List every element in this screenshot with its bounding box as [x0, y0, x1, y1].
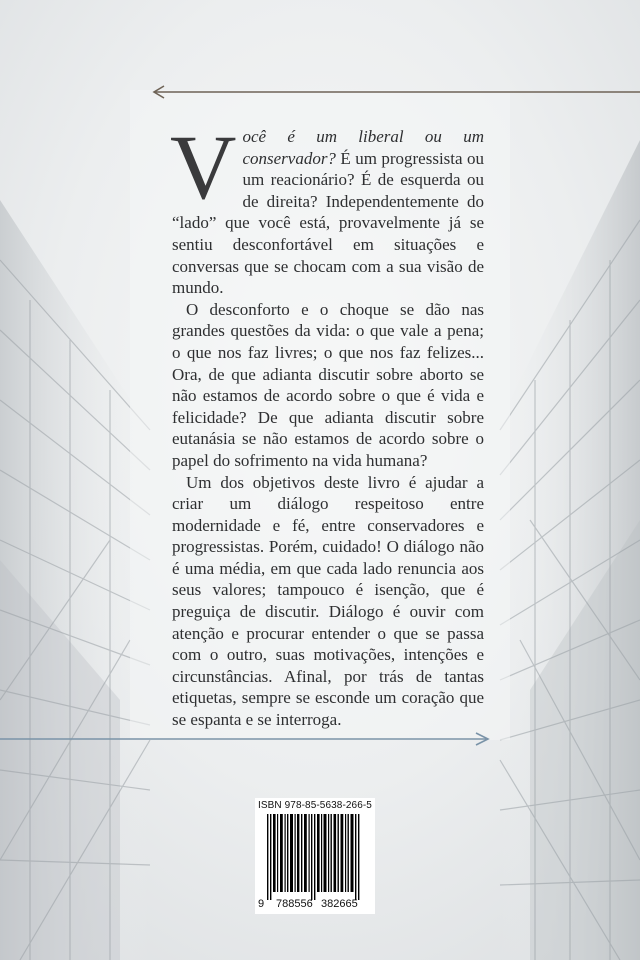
- barcode-right-digits: 382665: [321, 898, 358, 910]
- top-left-arrow: [150, 84, 640, 100]
- bottom-right-arrow: [0, 731, 492, 747]
- paragraph-1-body: É um progressista ou um reacionário? É de esquerda ou de direita? Independentemente do “lado” que você está, provavelmente já se sentiu desconfortável em situações e conversas que se chocam com a sua visão de mundo.: [172, 148, 484, 298]
- barcode-bars: [261, 814, 369, 900]
- paragraph-1: [170, 116, 484, 299]
- paragraph-3: Um dos objetivos deste livro é ajudar a criar um diálogo respeitoso entre modernidade e fé, entre conservadores e progressistas. Porém, cuidado! O diálogo não é uma média, em que cada lado renuncia aos seus valores; tampouco é isenção, que é preguiça de discutir. Diálogo é ouvir com atenção e procurar entender o que se passa com o outro, suas motivações, intenções e circunstâncias. Afinal, por trás de tantas etiquetas, sempre se esconde um coração que se espanta e se interroga.: [172, 472, 484, 730]
- paragraph-2: O desconforto e o choque se dão nas grandes questões da vida: o que vale a pena; o que nos faz livres; o que nos faz felizes... Ora, de que adianta discutir sobre aborto se não estamos de acordo sobre o que é vida e felicidade? De que adianta discutir sobre eutanásia se não estamos de acordo sobre o papel do sofrimento na vida humana?: [172, 299, 484, 470]
- isbn-barcode: [255, 798, 375, 914]
- isbn-label: ISBN 978-85-5638-266-5: [258, 800, 372, 811]
- back-cover-text: [170, 116, 484, 731]
- barcode-left-digits: 788556: [276, 898, 313, 910]
- barcode-first-digit: 9: [258, 898, 265, 910]
- opening-question: ocê é um liberal ou um conservador?: [242, 127, 484, 168]
- drop-cap-letter: V: [170, 116, 237, 218]
